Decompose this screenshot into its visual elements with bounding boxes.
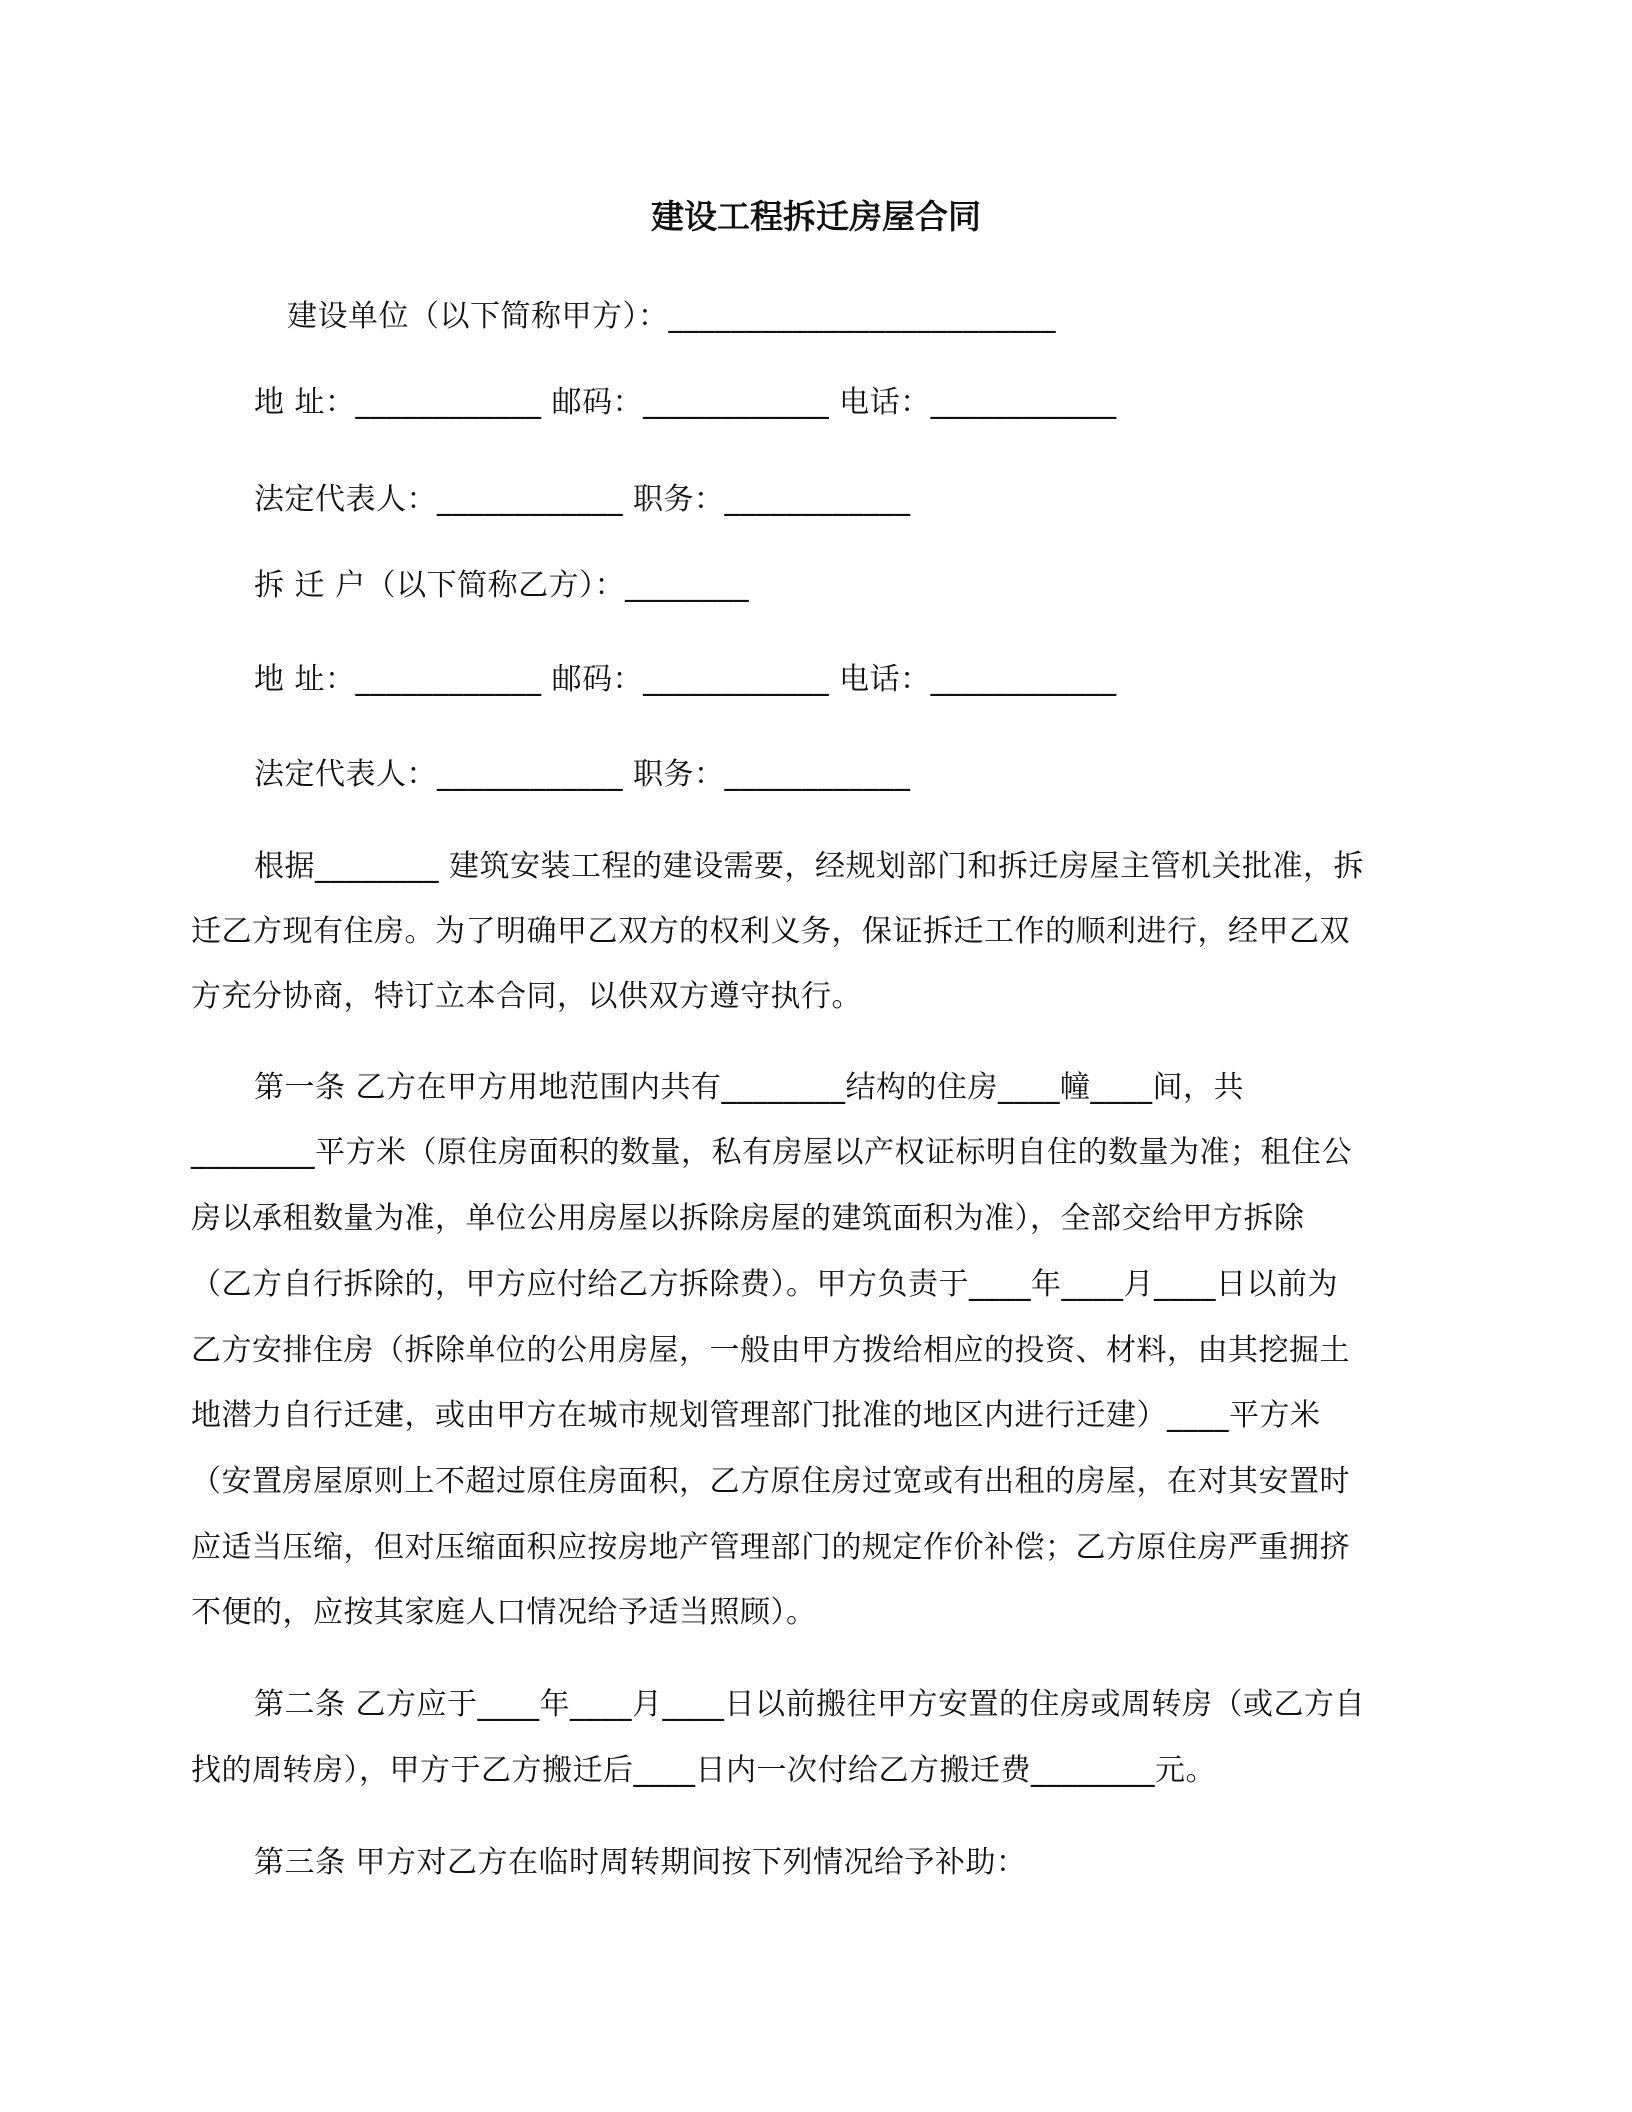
paragraph-line: 第一条 乙方在甲方用地范围内共有________结构的住房____幢____间，共 xyxy=(254,1070,1245,1105)
paragraph-line: 根据________ 建筑安装工程的建设需要，经规划部门和拆迁房屋主管机关批准，拆 xyxy=(254,849,1365,884)
paragraph-line: （安置房屋原则上不超过原住房面积，乙方原住房过宽或有出租的房屋，在对其安置时 xyxy=(191,1464,1350,1499)
paragraph-line: 不便的，应按其家庭人口情况给予适当照顾）。 xyxy=(191,1595,817,1630)
paragraph-line: 方充分协商，特订立本合同，以供双方遵守执行。 xyxy=(191,979,862,1014)
paragraph-line: 第二条 乙方应于____年____月____日以前搬往甲方安置的住房或周转房（或乙方自 xyxy=(254,1687,1366,1722)
paragraph-line: 应适当压缩，但对压缩面积应按房地产管理部门的规定作价补偿；乙方原住房严重拥挤 xyxy=(191,1530,1350,1565)
paragraph-line: （乙方自行拆除的，甲方应付给乙方拆除费）。甲方负责于____年____月____日以前为 xyxy=(191,1267,1338,1302)
paragraph-line: ________平方米（原住房面积的数量，私有房屋以产权证标明自住的数量为准；租住公 xyxy=(191,1135,1352,1170)
party-a-representative-line: 法定代表人：____________ 职务：____________ xyxy=(254,482,911,517)
paragraph-line: 乙方安排住房（拆除单位的公用房屋，一般由甲方拨给相应的投资、材料，由其挖掘土 xyxy=(191,1333,1350,1368)
paragraph-line: 第三条 甲方对乙方在临时周转期间按下列情况给予补助： xyxy=(254,1845,1027,1880)
paragraph-line: 地潜力自行迁建，或由甲方在城市规划管理部门批准的地区内进行迁建）____平方米 xyxy=(191,1398,1321,1433)
party-a-address-line: 地 址：____________ 邮码：____________ 电话：____________ xyxy=(254,385,1117,420)
party-b-address-line: 地 址：____________ 邮码：____________ 电话：____________ xyxy=(254,662,1117,697)
party-a-name-line: 建设单位（以下简称甲方）：_________________________ xyxy=(287,299,1056,334)
party-b-name-line: 拆 迁 户（以下简称乙方）：________ xyxy=(254,568,750,603)
paragraph-line: 找的周转房），甲方于乙方搬迁后____日内一次付给乙方搬迁费________元。 xyxy=(191,1753,1216,1788)
document-title: 建设工程拆迁房屋合同 xyxy=(651,197,981,236)
party-b-representative-line: 法定代表人：____________ 职务：____________ xyxy=(254,757,911,792)
paragraph-line: 迁乙方现有住房。为了明确甲乙双方的权利义务，保证拆迁工作的顺利进行，经甲乙双 xyxy=(191,914,1350,949)
paragraph-line: 房以承租数量为准，单位公用房屋以拆除房屋的建筑面积为准），全部交给甲方拆除 xyxy=(191,1201,1305,1236)
